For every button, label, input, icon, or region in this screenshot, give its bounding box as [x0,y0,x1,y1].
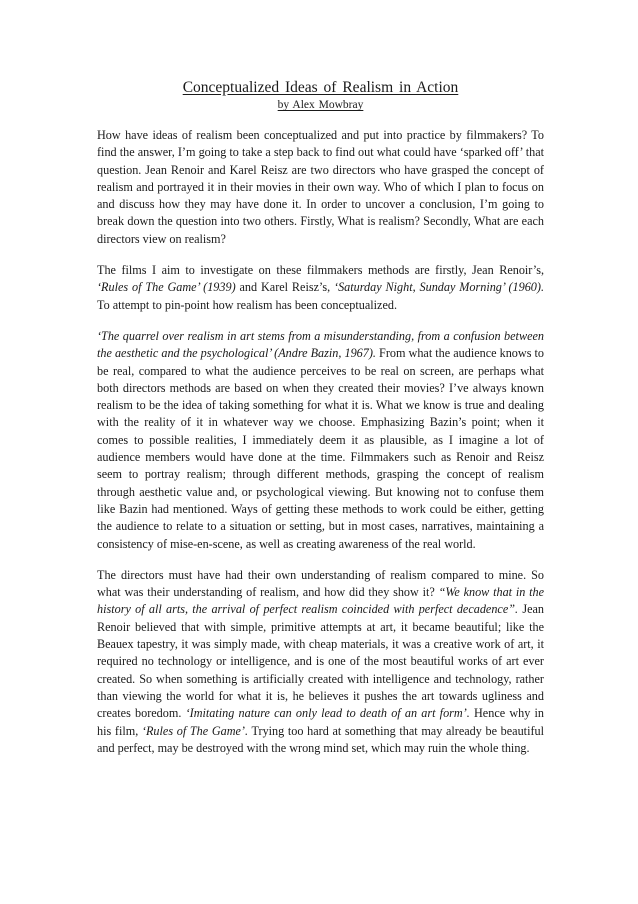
film-title-rules-2: ‘Rules of The Game’. [141,723,249,738]
document-byline: by Alex Mowbray [277,99,364,111]
document-page [97,78,544,771]
films-intro: The films I aim to investigate on these filmmakers methods are firstly, Jean Renoir’s, [97,263,544,278]
film-title-rules: ‘Rules of The Game’ (1939) [97,280,236,295]
paragraph-renoir [97,567,544,757]
paragraph-intro [97,127,544,248]
renoir-body-3: Trying too hard at something that may already be beautiful and perfect, may be destroyed with the wrong mind set, which may ruin the whole thing. [97,723,544,755]
film-title-saturday: ‘Saturday Night, Sunday Morning’ (1960). [334,280,545,295]
paragraph-intro-text: How have ideas of realism been conceptualized and put into practice by filmmakers? To find the answer, I’m going to take a step back to find out what could have ‘sparked off’ that question. Jean Renoir and Karel Reisz are two directors who have grasped the concept of realism and portrayed it in their movies in their own way. Who of which I plan to focus on and discuss how they may have done it. In order to uncover a conclusion, I’m going to break down the question into two others. Firstly, What is realism? Secondly, What are each directors view on realism? [97,128,544,246]
renoir-quote-nature: ‘Imitating nature can only lead to death of an art form’. [185,706,470,721]
renoir-quote-decadence: “We know that in the history of all arts, the arrival of perfect realism coincided with perfect decadence”. [97,585,544,617]
paragraph-bazin [97,328,544,553]
renoir-body-1: Jean Renoir believed that with simple, primitive attempts at art, it became beautiful; like the Beauex tapestry, it was simply made, with cheap materials, it was a creative work of art, it required no technology or intelligence, and is one of the most beautiful works of art ever created. So when something is artificially created with intelligence and technology, rather than viewing the world for what it is, he believes it pushes the art towards ugliness and creates boredom. [97,602,545,721]
renoir-body-2: Hence why in his film, [97,706,544,738]
films-outro: To attempt to pin-point how realism has been conceptualized. [97,297,398,312]
bazin-quote: ‘The quarrel over realism in art stems from a misunderstanding, from a confusion between the aesthetic and the psychological’ (Andre Bazin, 1967). [97,328,544,361]
renoir-intro: The directors must have had their own understanding of realism compared to mine. So what was their understanding of realism, and how did they show it? [97,567,544,600]
paragraph-films [97,262,544,314]
films-mid: and Karel Reisz’s, [235,280,335,295]
bazin-body: From what the audience knows to be real, compared to what the audience perceives to be real on screen, are perhaps what both directors methods are based on when they created their movies? I’ve always known realism to be the idea of taking something for what it is. What we know is true and dealing with the reality of it in whatever way we choose. Emphasizing Bazin’s point; when it comes to possible realities, I immediately deem it as plausible, as I imagine a lot of audience members would have done at the time. Filmmakers such as Renoir and Reisz seem to portray realism; through different methods, grasping the concept of realism through aesthetic value and, or psychological viewing. But knowing not to confuse them like Bazin had mentioned. Ways of getting these methods to work could be either, getting the audience to relate to a situation or setting, but in most cases, narratives, maintaining a consistency of mise-en-scene, as well as creating awareness of the real world. [97,346,545,551]
document-title: Conceptualized Ideas of Realism in Action [182,79,459,96]
